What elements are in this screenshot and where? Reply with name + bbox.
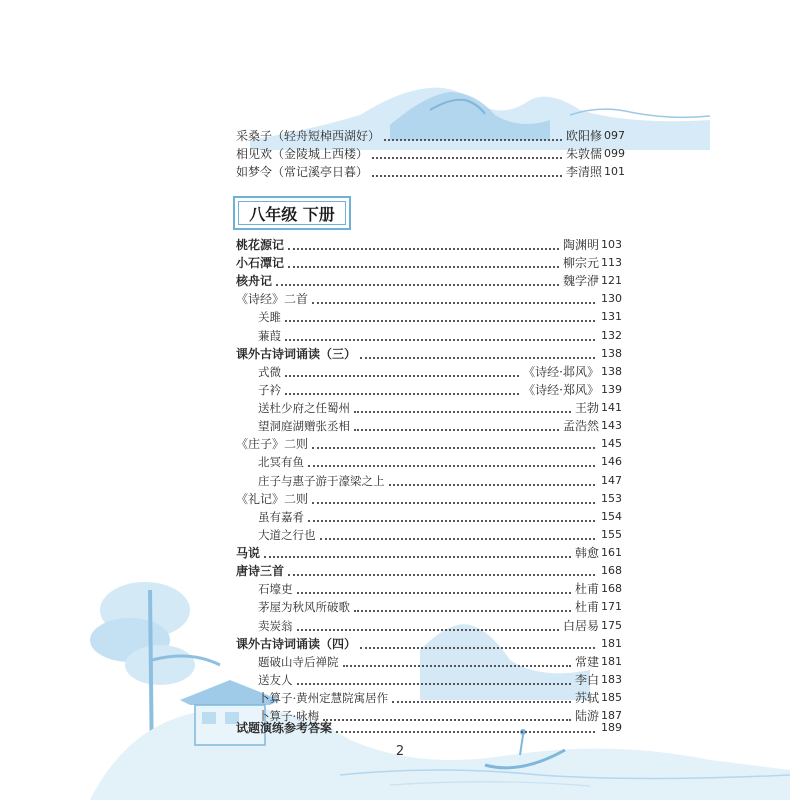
dot-leader [392,699,571,703]
toc-entry[interactable] [236,562,622,580]
entry-author: 李清照 [566,165,603,179]
entry-title: 核舟记 [236,274,273,288]
entry-author: 柳宗元 [562,256,599,270]
toc-entry[interactable] [258,363,622,381]
dot-leader [276,282,559,286]
entry-title: 大道之行也 [258,528,316,542]
toc-entry[interactable] [236,719,622,737]
toc-entry-author [566,163,625,181]
entry-page: 138 [601,347,622,360]
dot-leader [312,500,595,504]
entry-page: 175 [601,619,622,632]
entry-author: 王勃 [574,401,599,415]
entry-page: 130 [601,292,622,305]
dot-leader [288,264,559,268]
dot-leader [360,355,595,359]
dot-leader [288,572,595,576]
toc-entry[interactable] [236,544,622,562]
entry-title: 茅屋为秋风所破歌 [258,600,350,614]
entry-author: 韩愈 [574,546,599,560]
entry-page: 181 [601,655,622,668]
dot-leader [297,627,559,631]
entry-page: 143 [601,419,622,432]
entry-title: 相见欢（金陵城上西楼） [236,147,369,161]
toc-entry[interactable] [258,417,622,435]
entry-page: 154 [601,510,622,523]
entry-title: 望洞庭湖赠张丞相 [258,419,350,433]
dot-leader [308,518,595,522]
entry-title: 式微 [258,365,281,379]
entry-page: 141 [601,401,622,414]
entry-title: 《诗经》二首 [236,292,309,306]
entry-title: 《礼记》二则 [236,492,309,506]
toc-entry[interactable] [236,490,622,508]
entry-title: 送杜少府之任蜀州 [258,401,350,415]
entry-page: 131 [601,310,622,323]
entry-author: 欧阳修 [566,129,603,143]
toc-entry[interactable] [258,689,622,707]
entry-title: 课外古诗词诵读（三） [236,347,357,361]
entry-title: 卜算子·黄州定慧院寓居作 [258,691,389,705]
entry-author: 杜甫 [574,600,599,614]
entry-page: 155 [601,528,622,541]
entry-title: 如梦令（常记溪亭日暮） [236,165,369,179]
toc-entry-author [566,145,625,163]
dot-leader [372,155,562,159]
dot-leader [285,318,595,322]
entry-title: 北冥有鱼 [258,455,304,469]
dot-leader [297,590,571,594]
toc-entry[interactable] [236,345,622,363]
dot-leader [372,173,562,177]
entry-page: 099 [604,147,626,160]
toc-entry[interactable] [236,272,622,290]
entry-author: 苏轼 [574,691,599,705]
toc-entry[interactable] [236,236,622,254]
entry-page: 168 [601,582,622,595]
page-number: 2 [395,744,405,759]
entry-page: 132 [601,329,622,342]
dot-leader [288,246,559,250]
dot-leader [343,663,571,667]
entry-page: 139 [601,383,622,396]
entry-page: 181 [601,637,622,650]
entry-author: 《诗经·郑风》 [523,383,599,397]
dot-leader [297,681,571,685]
entry-title: 桃花源记 [236,238,285,252]
dot-leader [285,391,519,395]
entry-page: 145 [601,437,622,450]
dot-leader [389,482,596,486]
entry-title: 《庄子》二则 [236,437,309,451]
entry-page: 103 [601,238,622,251]
entry-author: 孟浩然 [562,419,599,433]
dot-leader [264,554,571,558]
entry-author: 魏学洢 [562,274,599,288]
entry-author: 杜甫 [574,582,599,596]
entry-title: 小石潭记 [236,256,285,270]
toc-entry[interactable] [236,254,622,272]
entry-author: 陆游 [574,709,599,723]
entry-page: 168 [601,564,622,577]
entry-page: 187 [601,709,622,722]
entry-page: 097 [604,129,626,142]
entry-page: 146 [601,455,622,468]
toc-entry[interactable] [236,635,622,653]
entry-page: 138 [601,365,622,378]
toc-entry[interactable] [258,598,622,616]
entry-title: 关雎 [258,310,281,324]
toc-entry[interactable] [236,145,566,163]
entry-author: 朱敦儒 [566,147,603,161]
entry-page: 113 [601,256,622,269]
entry-title: 蒹葭 [258,329,281,343]
entry-title: 试题演练参考答案 [236,721,333,735]
entry-title: 唐诗三首 [236,564,285,578]
entry-title: 马说 [236,546,261,560]
entry-page: 171 [601,600,622,613]
toc-entry[interactable] [258,308,622,326]
dot-leader [384,137,562,141]
toc-entry[interactable] [258,508,622,526]
entry-page: 101 [604,165,626,178]
entry-page: 153 [601,492,622,505]
entry-title: 子衿 [258,383,281,397]
toc-entry[interactable] [236,127,566,145]
toc-entry[interactable] [258,526,622,544]
entry-title: 题破山寺后禅院 [258,655,339,669]
entry-page: 121 [601,274,622,287]
entry-title: 卜算子·咏梅 [258,709,320,723]
dot-leader [354,608,571,612]
entry-author: 陶渊明 [562,238,599,252]
entry-author: 常建 [574,655,599,669]
toc-entry[interactable] [236,163,566,181]
toc-entry[interactable] [236,435,622,453]
toc-entry[interactable] [258,671,622,689]
dot-leader [354,409,571,413]
entry-page: 189 [601,721,622,734]
toc-entry[interactable] [258,381,622,399]
entry-title: 石壕吏 [258,582,293,596]
entry-page: 161 [601,546,622,559]
dot-leader [312,445,595,449]
toc-entry[interactable] [258,653,622,671]
entry-page: 147 [601,474,622,487]
toc-entry[interactable] [258,399,622,417]
section-heading-text: 八年级 下册 [249,204,335,224]
toc-entry[interactable] [258,327,622,345]
section-heading [233,196,351,230]
toc-entry[interactable] [236,290,622,308]
dot-leader [308,463,595,467]
dot-leader [360,645,595,649]
dot-leader [320,536,596,540]
entry-title: 卖炭翁 [258,619,293,633]
dot-leader [285,337,595,341]
dot-leader [285,373,519,377]
entry-page: 183 [601,673,622,686]
entry-title: 虽有嘉肴 [258,510,304,524]
toc-entry[interactable] [258,617,622,635]
toc-entry[interactable] [258,580,622,598]
dot-leader [336,729,595,733]
entry-title: 庄子与惠子游于濠梁之上 [258,474,385,488]
toc-entry[interactable] [258,453,622,471]
entry-author: 李白 [574,673,599,687]
entry-author: 《诗经·邶风》 [523,365,599,379]
toc-entry-author [566,127,625,145]
dot-leader [312,300,595,304]
entry-page: 185 [601,691,622,704]
toc-entry[interactable] [258,472,622,490]
entry-author: 白居易 [562,619,599,633]
entry-title: 送友人 [258,673,293,687]
dot-leader [354,427,559,431]
entry-title: 课外古诗词诵读（四） [236,637,357,651]
entry-title: 采桑子（轻舟短棹西湖好） [236,129,381,143]
